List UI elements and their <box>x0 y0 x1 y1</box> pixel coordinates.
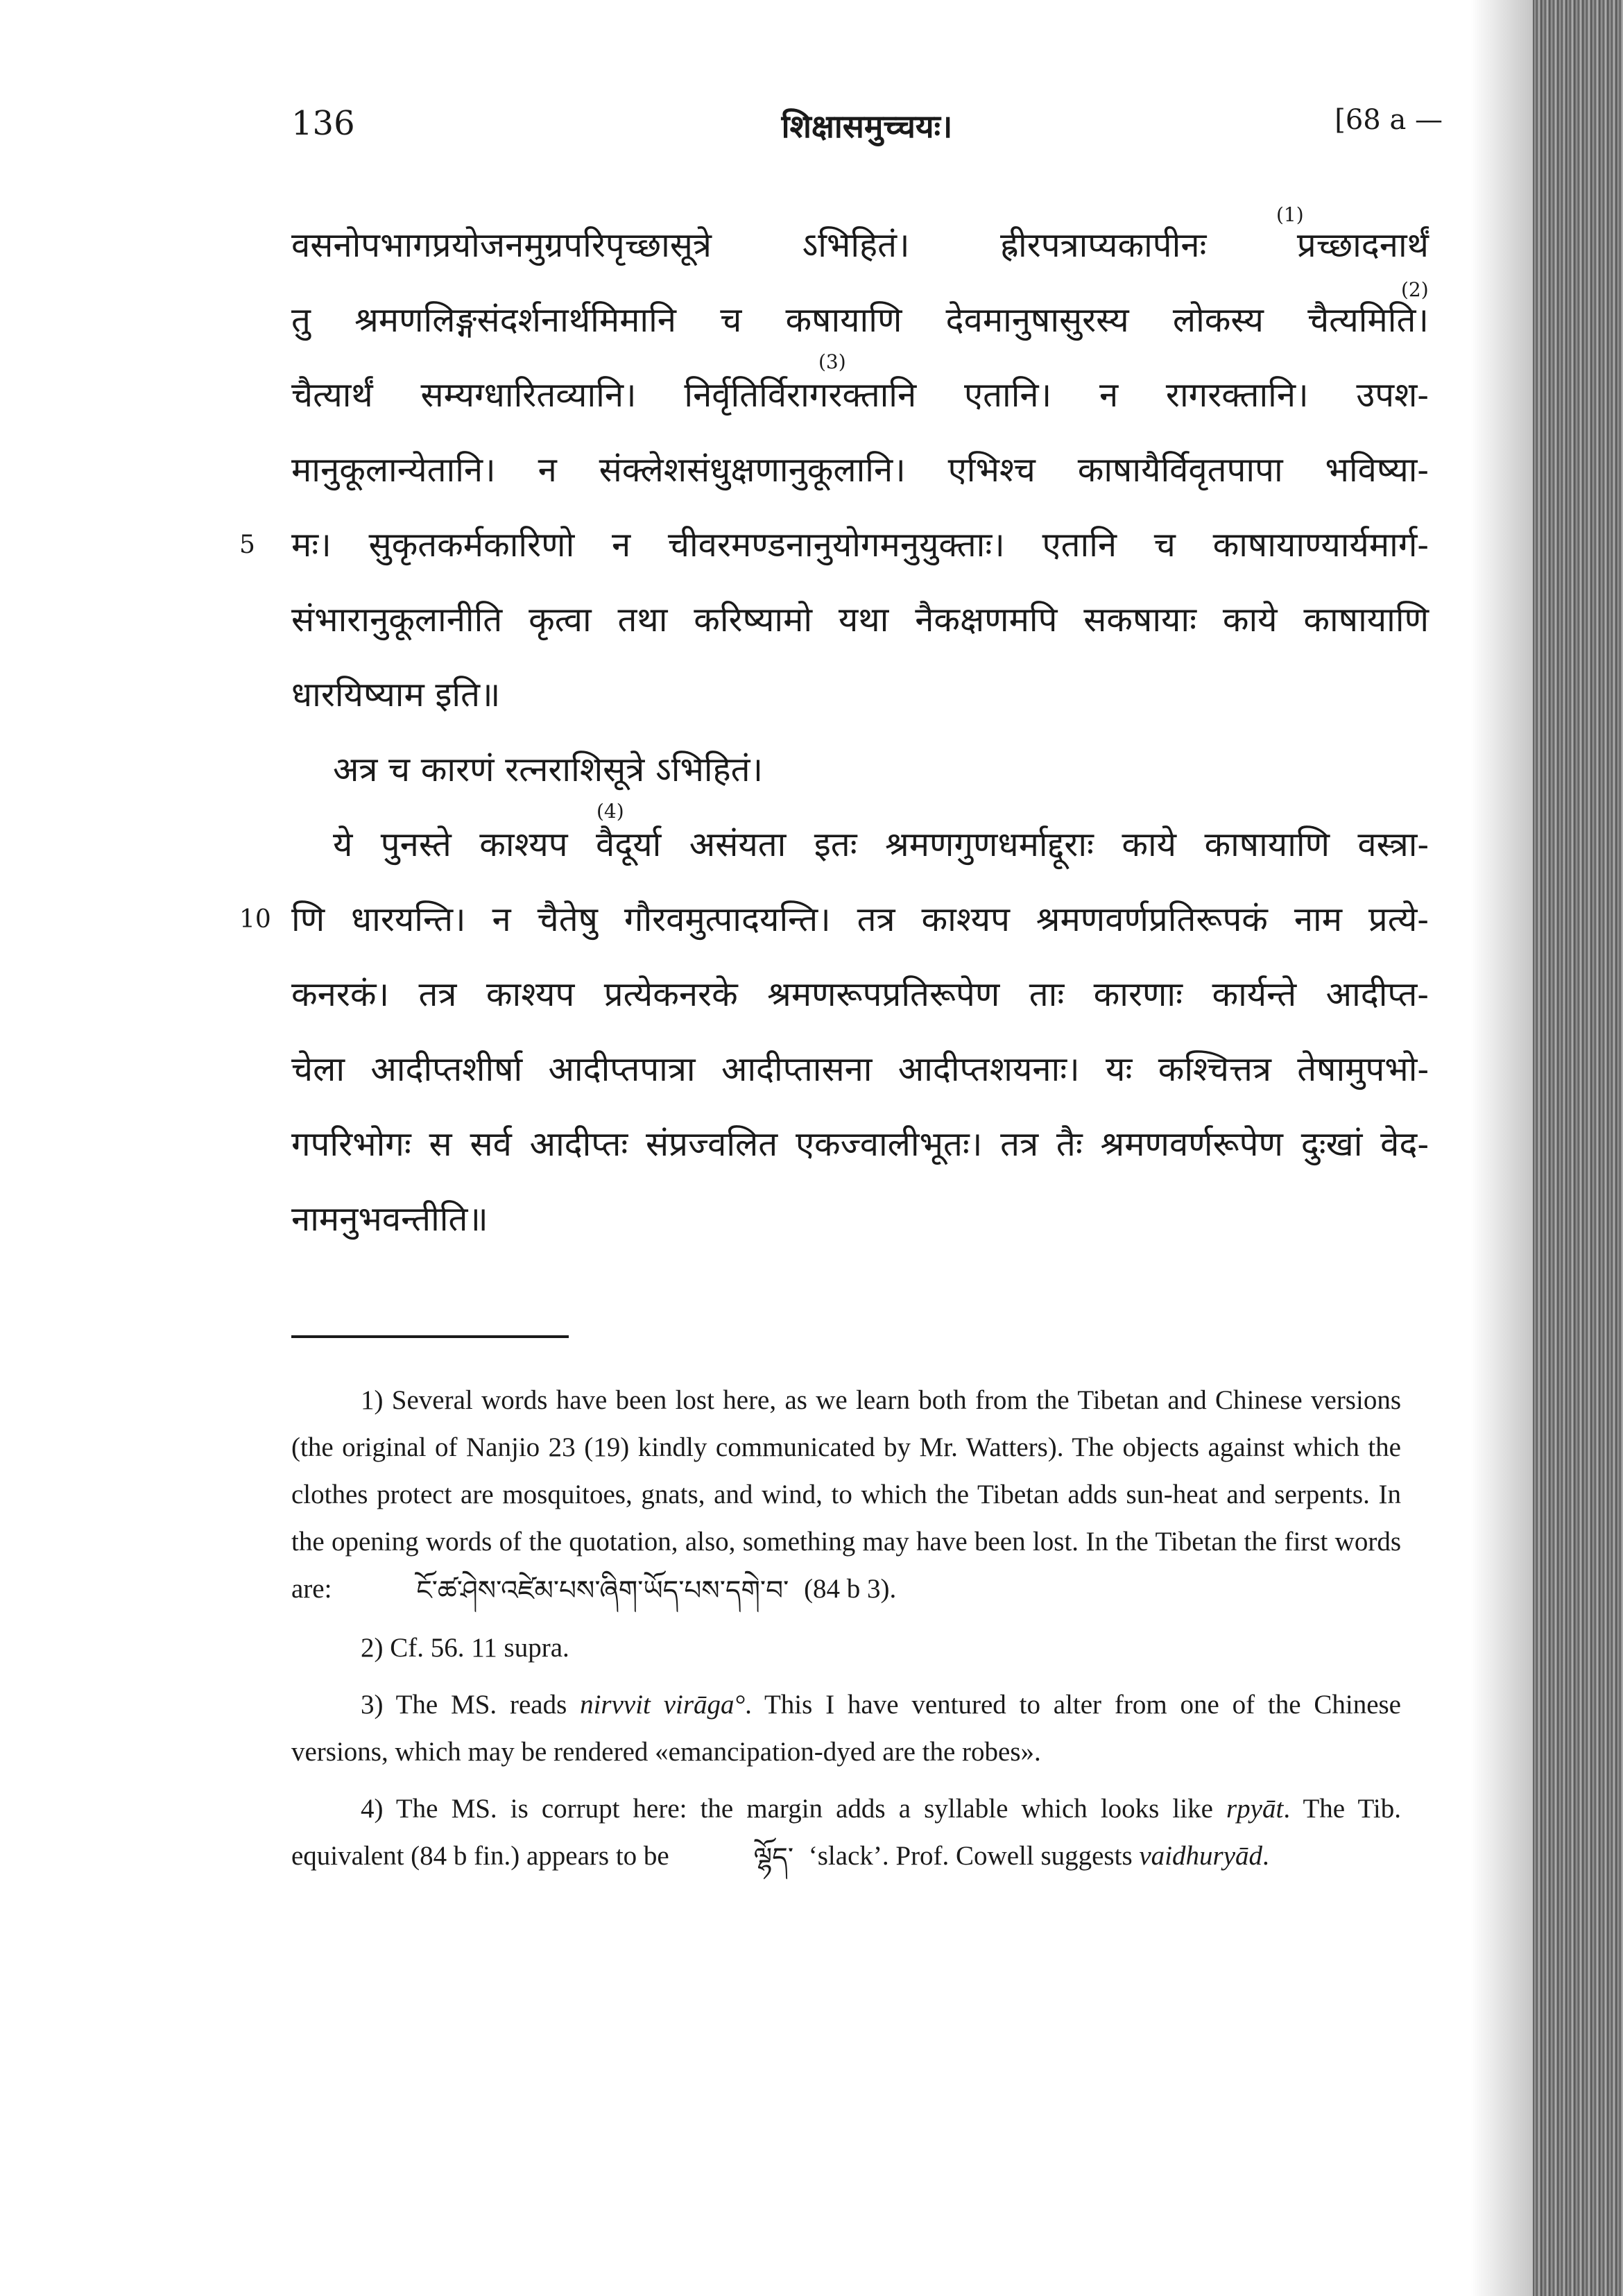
line-number: 5 <box>239 531 255 559</box>
text-line <box>291 350 1429 433</box>
footnote-4-syllable: rpyāt <box>1226 1794 1284 1824</box>
footnote-4-text-b: . The Tib. equivalent (84 b fin.) appears to be <box>291 1794 1401 1871</box>
line-text: मानुकूलान्येतानि। न संक्लेशसंधुक्षणानुकूलानि। एभिश्च काषायैर्विवृतपापा भविष्या- <box>291 450 1429 490</box>
line-text: चेला आदीप्तशीर्षा आदीप्तपात्रा आदीप्तासना आदीप्तशयनाः। यः कश्चित्तत्र तेषामुपभो- <box>291 1050 1429 1089</box>
line-text: णि धारयन्ति। न चैतेषु गौरवमुत्पादयन्ति। तत्र काश्यप श्रमणवर्णप्रतिरूपकं नाम प्रत्ये- <box>291 900 1429 939</box>
footnotes <box>291 1377 1401 1892</box>
footnote-1-reference: (84 b 3). <box>804 1574 897 1604</box>
footnote-3 <box>291 1681 1401 1776</box>
footnote-4-suggestion: vaidhuryād <box>1139 1841 1263 1871</box>
text-line <box>291 957 1429 1032</box>
footnote-ref-3: (3) <box>818 350 846 373</box>
footnote-4-end: . <box>1262 1841 1269 1871</box>
text-line <box>291 1032 1429 1107</box>
text-line <box>291 733 1429 807</box>
line-text: संभारानुकूलानीति कृत्वा तथा करिष्यामो यथा नैकक्षणमपि सकषायाः काये काषायाणि <box>291 600 1429 640</box>
line-text: नामनुभवन्तीति॥ <box>291 1199 488 1239</box>
footnote-2-text: 2) Cf. 56. 11 supra. <box>361 1633 569 1663</box>
line-number: 10 <box>239 905 271 934</box>
text-line <box>291 1182 1429 1257</box>
line-text: तु श्रमणलिङ्गसंदर्शनार्थमिमानि च कषायाणि देवमानुषासुरस्य लोकस्य चैत्यमिति। <box>291 300 1429 340</box>
text-line <box>291 1107 1429 1182</box>
footnote-ref-4: (4) <box>596 800 624 823</box>
text-line <box>291 800 1429 882</box>
footnote-3-text-a: 3) The MS. reads <box>361 1690 581 1720</box>
line-text: मः। सुकृतकर्मकारिणो न चीवरमण्डनानुयोगमनुयुक्ताः। एतानि च काषायाण्यार्यमार्ग- <box>291 525 1429 565</box>
scan-edge <box>1533 0 1623 2296</box>
footnote-4-text-c: ‘slack’. Prof. Cowell suggests <box>808 1841 1140 1871</box>
line-text: कनरकं। तत्र काश्यप प्रत्येकनरके श्रमणरूपप्रतिरूपेण ताः कारणाः कार्यन्ते आदीप्त- <box>291 975 1429 1014</box>
footnote-1 <box>291 1377 1401 1615</box>
text-line <box>239 882 1429 957</box>
scan-shadow <box>1470 0 1533 2296</box>
text-line <box>291 658 1429 733</box>
footnote-4-text-a: 4) The MS. is corrupt here: the margin adds a syllable which looks like <box>361 1794 1226 1824</box>
line-text: ये पुनस्ते काश्यप वैदूर्या असंयता इतः श्रमणगुणधर्माद्दूराः काये काषायाणि वस्त्रा- <box>333 825 1429 864</box>
line-text: वसनोपभागप्रयोजनमुग्रपरिपृच्छासूत्रे ऽभिहितं। ह्रीरपत्राप्यकापीनः प्रच्छादनार्थं <box>291 225 1429 265</box>
footnote-1-text: 1) Several words have been lost here, as we learn both from the Tibetan and Chinese versions (the original of Nanjio 23 (19) kindly communicated by Mr. Watters). The objects against which the clothes protect are mosquitoes, gnats, and wind, to which the Tibetan adds sun-heat and serpents. In the opening words of the quotation, also, something may have been lost. In the Tibetan the first words <box>291 1385 1401 1557</box>
footnote-3-text-b: . This I have ventured to alter from one of the Chinese versions, which may be rendered «emancipation-dyed are the robes». <box>291 1690 1401 1767</box>
line-text: चैत्यार्थं सम्यग्धारितव्यानि। निर्वृतिर्विरागरक्तानि एतानि। न रागरक्तानि। उपश- <box>291 375 1429 415</box>
text-line <box>291 433 1429 508</box>
running-title: शिक्षासमुच्चयः। <box>781 108 953 145</box>
main-text <box>239 203 1429 1257</box>
tibetan-quote: ངོ་ཚ་ཤེས་འཛེམ་པས་ཞིག་ཡོད་པས་དགེ་བ་ <box>416 1576 789 1607</box>
footnote-2 <box>291 1625 1401 1672</box>
line-text: धारयिष्याम इति॥ <box>291 675 501 714</box>
text-line <box>239 508 1429 583</box>
footnote-divider <box>291 1335 569 1338</box>
tibetan-word: ལྷོད་ <box>753 1843 794 1874</box>
page-header <box>291 104 1443 160</box>
folio-reference: [68 a — <box>1334 104 1443 136</box>
text-line <box>291 203 1429 283</box>
line-text: अत्र च कारणं रत्नराशिसूत्रे ऽभिहितं। <box>333 750 764 789</box>
footnote-ref-1: (1) <box>1276 203 1304 226</box>
footnote-3-ms-reading: nirvvit virāga° <box>580 1690 746 1720</box>
page-number: 136 <box>291 104 355 143</box>
text-line <box>291 583 1429 658</box>
text-line <box>291 278 1429 358</box>
line-text: गपरिभोगः स सर्व आदीप्तः संप्रज्वलित एकज्वालीभूतः। तत्र तैः श्रमणवर्णरूपेण दुःखां वेद- <box>291 1124 1429 1164</box>
footnote-4 <box>291 1785 1401 1882</box>
footnote-ref-2: (2) <box>1401 278 1429 301</box>
footnote-1-are: are: <box>291 1574 332 1604</box>
